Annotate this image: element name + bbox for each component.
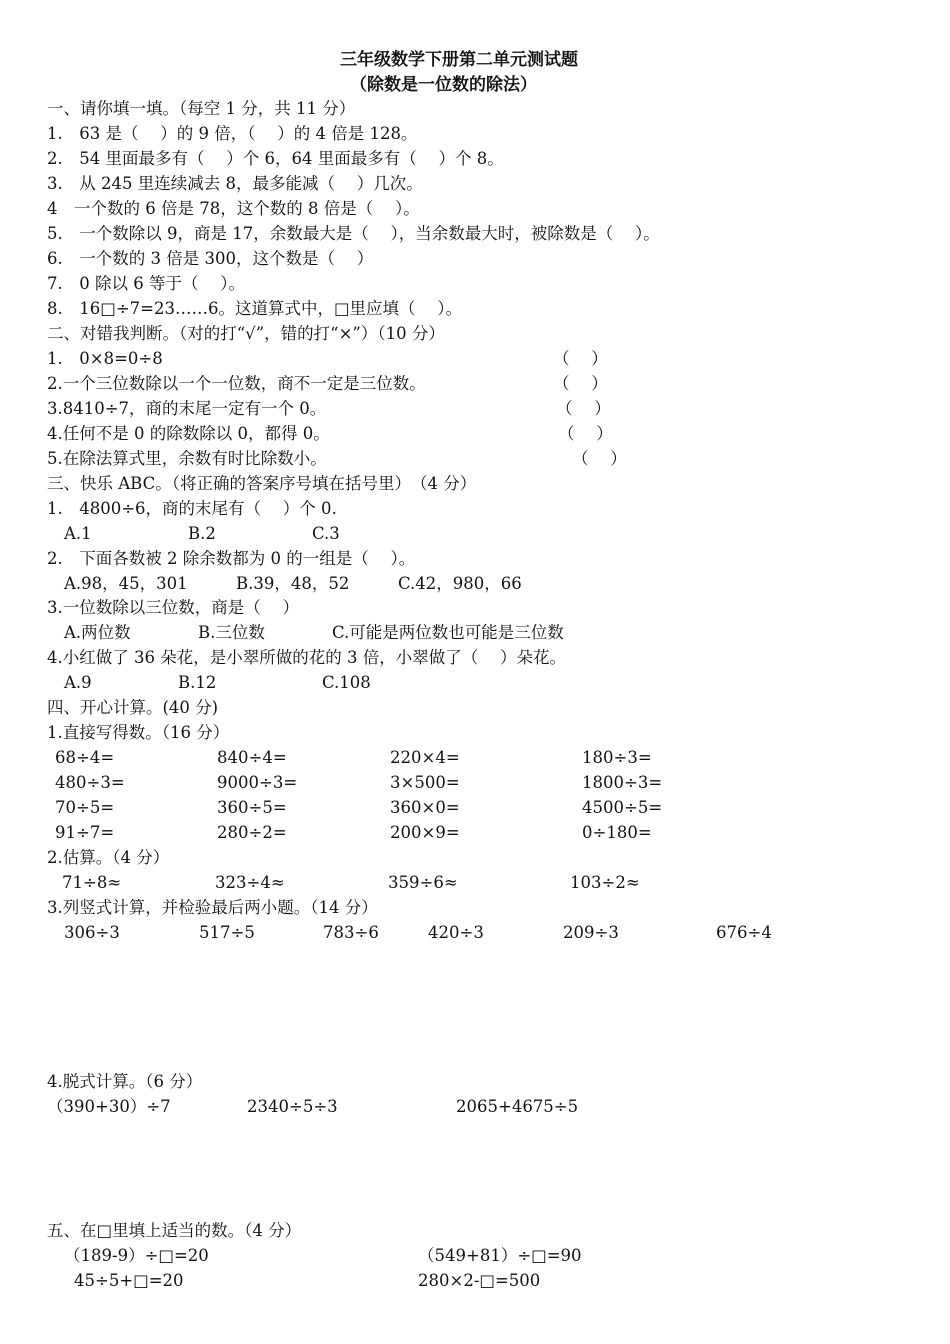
fill-box-item: 280×2-□=500: [418, 1271, 541, 1290]
section3-option: C.3: [312, 524, 340, 543]
section3-option: B.三位数: [198, 623, 265, 642]
direct-calc-item: 360×0=: [390, 798, 460, 817]
section2-heading: 二、对错我判断。（对的打“√”，错的打“×”）（10 分）: [47, 324, 445, 343]
vertical-calc-item: 209÷3: [563, 923, 619, 942]
section3-option: A.98，45，301: [64, 574, 188, 593]
section5-heading: 五、在□里填上适当的数。（4 分）: [47, 1221, 302, 1240]
section3-question: 1. 4800÷6，商的末尾有（ ）个 0.: [47, 499, 337, 518]
section4-sub-direct: 1.直接写得数。（16 分）: [47, 723, 230, 742]
direct-calc-item: 280÷2=: [217, 823, 287, 842]
section2-answer-blank: （ ）: [572, 449, 627, 468]
direct-calc-item: 68÷4=: [55, 748, 115, 767]
section1-item: 1. 63 是（ ）的 9 倍，（ ）的 4 倍是 128。: [47, 124, 418, 143]
section3-heading: 三、快乐 ABC。（将正确的答案序号填在括号里） （4 分）: [47, 474, 477, 493]
section2-item: 2.一个三位数除以一个一位数，商不一定是三位数。: [47, 374, 426, 393]
section1-heading: 一、请你填一填。（每空 1 分，共 11 分）: [47, 99, 356, 118]
section2-item: 3.8410÷7，商的末尾一定有一个 0。: [47, 399, 327, 418]
stepwise-calc-item: 2065+4675÷5: [456, 1097, 579, 1116]
section1-item: 7. 0 除以 6 等于（ ）。: [47, 274, 245, 293]
section3-question: 3.一位数除以三位数，商是（ ）: [47, 598, 299, 617]
direct-calc-item: 70÷5=: [55, 798, 115, 817]
section2-answer-blank: （ ）: [553, 349, 608, 368]
direct-calc-item: 180÷3=: [582, 748, 652, 767]
direct-calc-item: 480÷3=: [55, 773, 125, 792]
stepwise-calc-item: 2340÷5÷3: [247, 1097, 338, 1116]
section2-answer-blank: （ ）: [558, 424, 613, 443]
direct-calc-item: 91÷7=: [55, 823, 115, 842]
section1-item: 5. 一个数除以 9，商是 17，余数最大是（ ），当余数最大时，被除数是（ ）。: [47, 224, 660, 243]
section3-question: 4.小红做了 36 朵花，是小翠所做的花的 3 倍，小翠做了（ ）朵花。: [47, 648, 566, 667]
vertical-calc-item: 306÷3: [64, 923, 120, 942]
section2-item: 1. 0×8=0÷8: [47, 349, 163, 368]
section1-item: 4 一个数的 6 倍是 78，这个数的 8 倍是（ ）。: [47, 199, 420, 218]
section3-option: C.42，980，66: [398, 574, 522, 593]
section3-question: 2. 下面各数被 2 除余数都为 0 的一组是（ ）。: [47, 549, 416, 568]
vertical-calc-item: 420÷3: [428, 923, 484, 942]
section4-sub-vertical: 3.列竖式计算，并检验最后两小题。（14 分）: [47, 898, 378, 917]
section1-item: 6. 一个数的 3 倍是 300，这个数是（ ）: [47, 249, 374, 268]
vertical-calc-item: 783÷6: [323, 923, 379, 942]
direct-calc-item: 4500÷5=: [582, 798, 663, 817]
direct-calc-item: 1800÷3=: [582, 773, 663, 792]
direct-calc-item: 840÷4=: [217, 748, 287, 767]
section3-option: A.两位数: [64, 623, 131, 642]
estimate-item: 359÷6≈: [388, 873, 458, 892]
section3-option: C.108: [322, 673, 371, 692]
direct-calc-item: 3×500=: [390, 773, 460, 792]
section1-item: 2. 54 里面最多有（ ）个 6，64 里面最多有（ ）个 8。: [47, 149, 504, 168]
section1-item: 3. 从 245 里连续减去 8，最多能减（ ）几次。: [47, 174, 423, 193]
estimate-item: 323÷4≈: [215, 873, 285, 892]
page-title: 三年级数学下册第二单元测试题: [340, 50, 578, 70]
section4-heading: 四、开心计算。(40 分): [47, 698, 219, 717]
section2-item: 4.任何不是 0 的除数除以 0，都得 0。: [47, 424, 330, 443]
section1-item: 8. 16□÷7=23……6。这道算式中，□里应填（ ）。: [47, 299, 463, 318]
page-subtitle: （除数是一位数的除法）: [350, 75, 537, 95]
section3-option: C.可能是两位数也可能是三位数: [332, 623, 564, 642]
direct-calc-item: 200×9=: [390, 823, 460, 842]
fill-box-item: （549+81）÷□=90: [418, 1246, 582, 1265]
section4-sub-estimate: 2.估算。（4 分）: [47, 848, 170, 867]
vertical-calc-item: 517÷5: [199, 923, 255, 942]
direct-calc-item: 360÷5=: [217, 798, 287, 817]
section2-answer-blank: （ ）: [553, 374, 608, 393]
direct-calc-item: 0÷180=: [582, 823, 652, 842]
vertical-calc-item: 676÷4: [716, 923, 772, 942]
estimate-item: 103÷2≈: [570, 873, 640, 892]
section3-option: B.2: [188, 524, 216, 543]
fill-box-item: 45÷5+□=20: [74, 1271, 184, 1290]
section3-option: A.1: [64, 524, 92, 543]
estimate-item: 71÷8≈: [62, 873, 122, 892]
direct-calc-item: 9000÷3=: [217, 773, 298, 792]
section3-option: B.12: [178, 673, 217, 692]
direct-calc-item: 220×4=: [390, 748, 460, 767]
section3-option: B.39，48，52: [236, 574, 350, 593]
fill-box-item: （189-9）÷□=20: [64, 1246, 209, 1265]
stepwise-calc-item: （390+30）÷7: [47, 1097, 171, 1116]
section4-sub-stepwise: 4.脱式计算。（6 分）: [47, 1072, 203, 1091]
section2-item: 5.在除法算式里，余数有时比除数小。: [47, 449, 327, 468]
section3-option: A.9: [64, 673, 92, 692]
section2-answer-blank: （ ）: [556, 399, 611, 418]
